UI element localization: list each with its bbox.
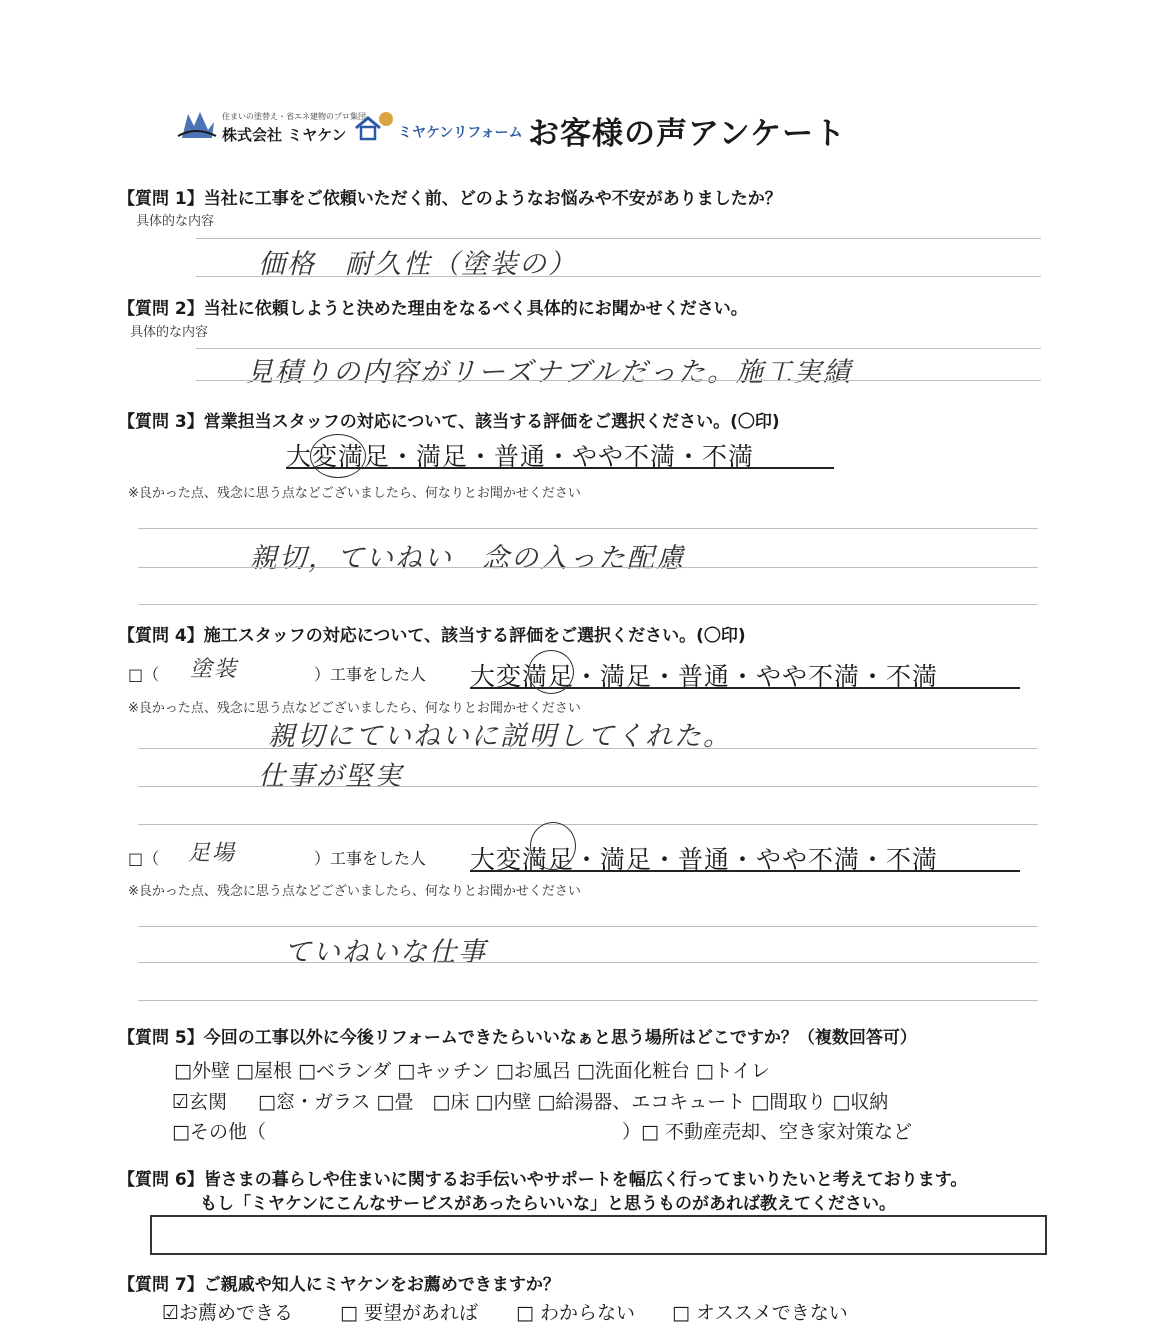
rating-underline	[286, 467, 834, 469]
worker-trade-1: 塗装	[190, 657, 239, 682]
answer-rule	[138, 824, 1038, 825]
question-2-label: 【質問 2】当社に依頼しようと決めた理由をなるべく具体的にお聞かせください。	[118, 299, 748, 319]
worker-1-answer-line2: 仕事が堅実	[258, 761, 403, 792]
q5-option-entrance-checked[interactable]: ☑玄関	[172, 1091, 228, 1113]
q5-options-row1[interactable]: □外壁 □屋根 □ベランダ □キッチン □お風呂 □洗面化粧台 □トイレ	[174, 1060, 770, 1082]
worker-trade-2: 足場	[188, 841, 237, 866]
question-3-label: 【質問 3】営業担当スタッフの対応について、該当する評価をご選択ください。(〇印)	[118, 412, 780, 432]
question-1-label: 【質問 1】当社に工事をご依頼いただく前、どのようなお悩みや不安がありましたか？	[118, 189, 782, 209]
company-name: 株式会社 ミヤケン	[222, 126, 347, 144]
rating-underline	[470, 870, 1020, 872]
answer-rule	[138, 567, 1038, 568]
answer-rule	[196, 380, 1041, 381]
answer-rule	[138, 528, 1038, 529]
miyaken-logo-icon	[174, 108, 218, 144]
answer-rule	[138, 1000, 1038, 1001]
q7-option-dont-know[interactable]: □ わからない	[516, 1302, 635, 1324]
question-3-answer: 親切，ていねい 念の入った配慮	[250, 543, 685, 574]
worker-1-answer-line1: 親切にていねいに説明してくれた。	[268, 721, 732, 752]
question-4-note: ※良かった点、残念に思う点などございましたら、何なりとお聞かせください	[128, 701, 581, 716]
q5-option-other[interactable]: □その他（	[172, 1121, 266, 1143]
worker-2-answer: ていねいな仕事	[284, 937, 487, 968]
selected-rating-circle	[310, 434, 366, 478]
question-3-rating-scale: 大変満足・満足・普通・やや不満・不満	[286, 442, 755, 471]
question-6-label-line1: 【質問 6】皆さまの暮らしや住まいに関するお手伝いやサポートを幅広く行ってまいりたいと考えております。	[118, 1170, 968, 1190]
question-6-label-line2: もし「ミヤケンにこんなサービスがあったらいいな」と思うものがあれば教えてください。	[200, 1194, 896, 1214]
reform-house-logo-icon	[352, 110, 398, 142]
answer-rule	[138, 748, 1038, 749]
question-1-detail-label: 具体的な内容	[136, 214, 215, 229]
question-3-note: ※良かった点、残念に思う点などございましたら、何なりとお聞かせください	[128, 486, 581, 501]
q7-option-cannot-recommend[interactable]: □ オススメできない	[672, 1302, 848, 1324]
worker-suffix: ）工事をした人	[314, 849, 427, 868]
worker-1-rating-scale: 大変満足・満足・普通・やや不満・不満	[470, 662, 939, 691]
checkbox-open-paren[interactable]: □（	[128, 849, 160, 868]
answer-rule	[138, 604, 1038, 605]
worker-2-rating-scale: 大変満足・満足・普通・やや不満・不満	[470, 845, 939, 874]
question-2-detail-label: 具体的な内容	[130, 325, 209, 340]
answer-rule	[196, 276, 1041, 277]
question-1-answer: 価格 耐久性（塗装の）	[258, 249, 577, 280]
answer-rule	[138, 786, 1038, 787]
question-5-label: 【質問 5】今回の工事以外に今後リフォームできたらいいなぁと思う場所はどこですか？（複数回答可）	[118, 1028, 917, 1048]
q5-option-real-estate[interactable]: ）□ 不動産売却、空き家対策など	[622, 1121, 912, 1143]
question-4-note: ※良かった点、残念に思う点などございましたら、何なりとお聞かせください	[128, 884, 581, 899]
answer-rule	[138, 962, 1038, 963]
company-tagline: 住まいの塗替え・省エネ建物のプロ集団	[222, 112, 366, 121]
answer-rule	[196, 348, 1041, 349]
q5-options-row2[interactable]: □窓・ガラス □畳 □床 □内壁 □給湯器、エコキュート □間取り □収納	[258, 1091, 889, 1113]
checkbox-open-paren[interactable]: □（	[128, 665, 160, 684]
question-2-answer: 見積りの内容がリーズナブルだった。施工実績	[246, 357, 853, 388]
answer-rule	[196, 238, 1041, 239]
page-title: お客様の声アンケート	[528, 116, 847, 152]
question-7-label: 【質問 7】ご親戚や知人にミヤケンをお薦めできますか？	[118, 1275, 560, 1295]
q7-option-if-requested[interactable]: □ 要望があれば	[340, 1302, 478, 1324]
reform-name: ミヤケンリフォーム	[398, 125, 523, 141]
answer-rule	[138, 926, 1038, 927]
q7-option-recommend[interactable]: ☑お薦めできる	[162, 1302, 294, 1324]
selected-rating-circle	[530, 822, 576, 870]
selected-rating-circle	[528, 650, 574, 694]
question-4-label: 【質問 4】施工スタッフの対応について、該当する評価をご選択ください。(〇印)	[118, 626, 746, 646]
question-6-answer-box[interactable]	[150, 1215, 1047, 1255]
worker-suffix: ）工事をした人	[314, 665, 427, 684]
